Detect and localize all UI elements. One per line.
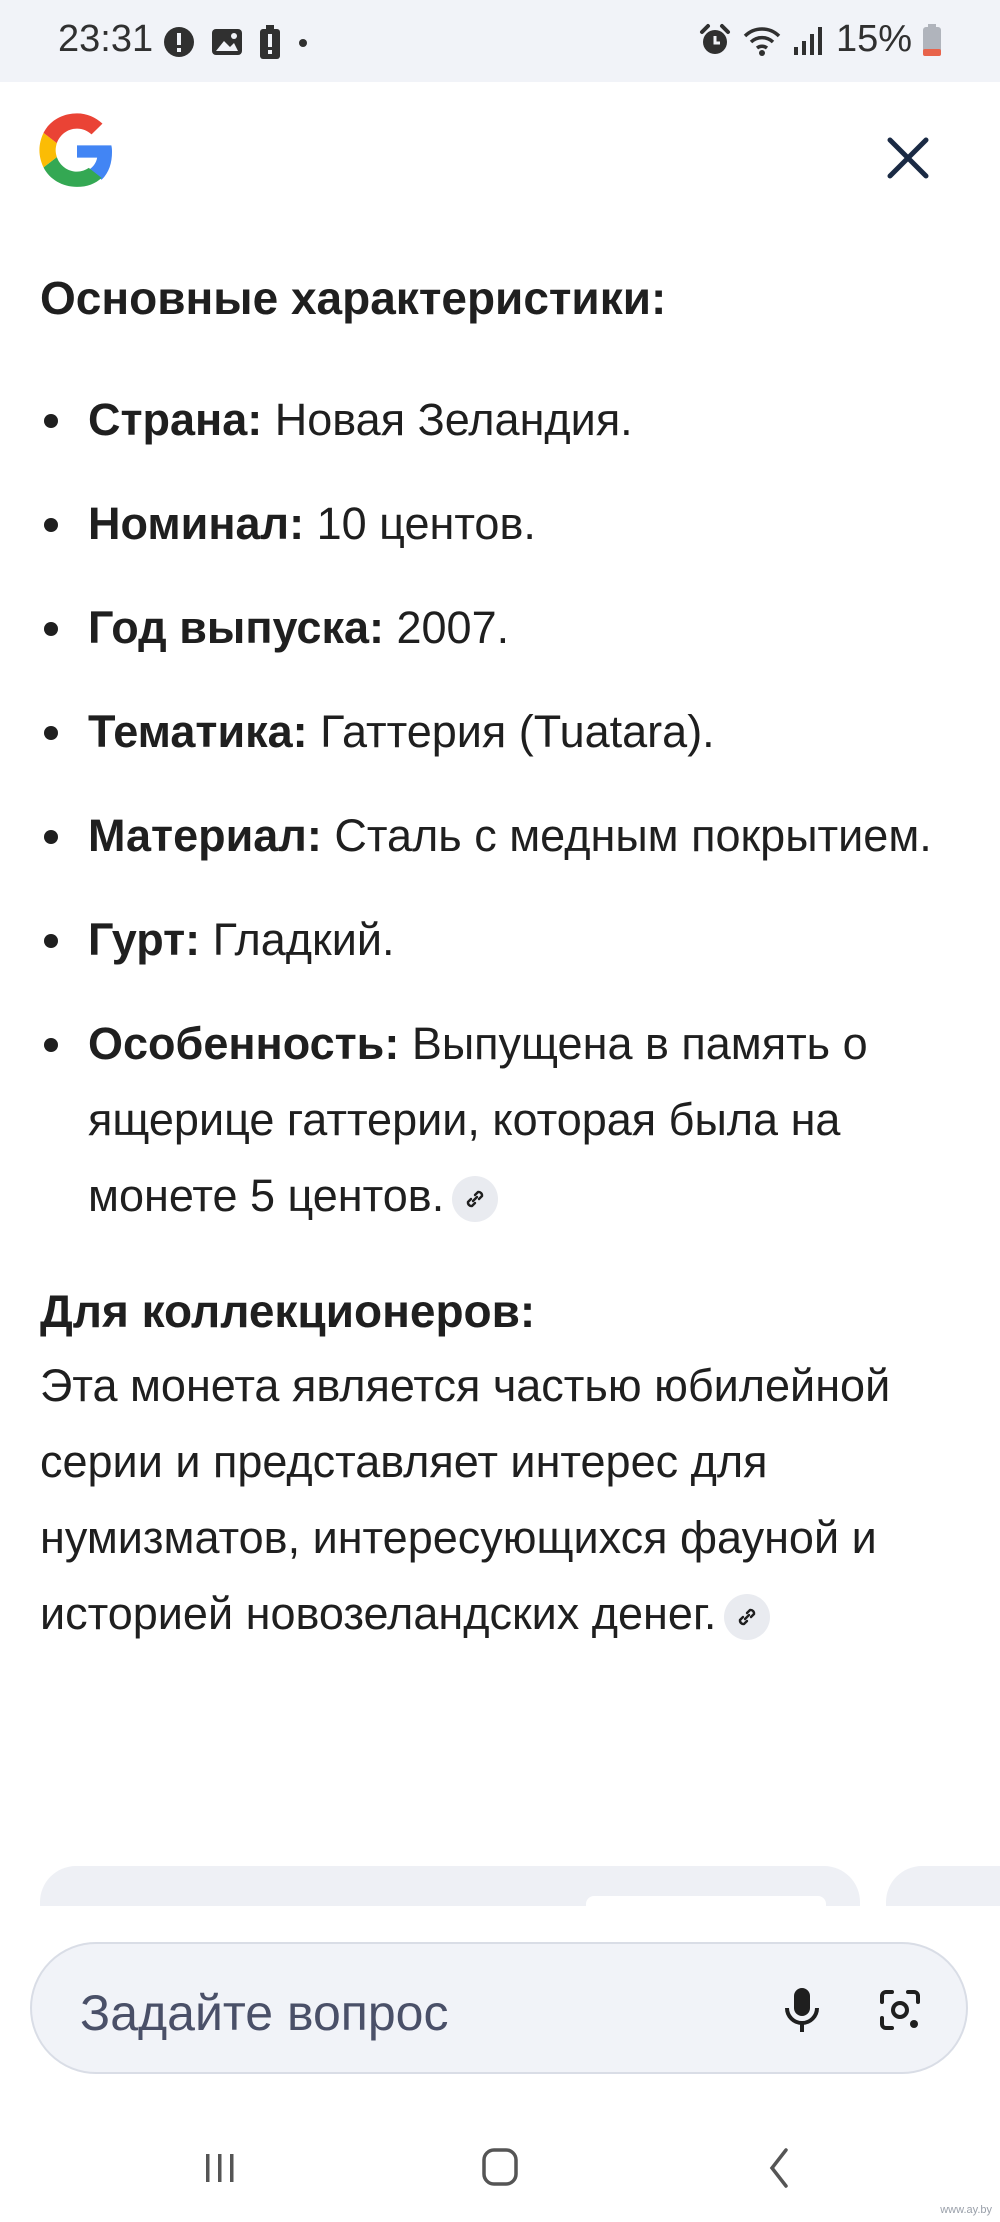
fact-value: 10 центов. [304,498,536,549]
mic-icon[interactable] [770,1978,834,2042]
ask-placeholder: Задайте вопрос [80,1985,449,2041]
section-heading: Основные характеристики: [40,272,667,324]
list-item [40,382,960,458]
source-card[interactable] [886,1866,1000,1906]
fact-label: Особенность: [88,1018,400,1069]
list-item [40,798,960,874]
collectors-text: Эта монета является частью юбилейной серии и представляет интерес для нумизматов, интересующихся фауной и историей новозеландских денег. [40,1360,891,1639]
link-icon [462,1186,488,1212]
google-g-logo [36,110,118,192]
status-left-icons [162,24,310,60]
battery-alert-icon [258,24,282,60]
collectors-section [40,1274,960,1652]
list-item [40,486,960,562]
fact-value: Гладкий. [200,914,395,965]
alarm-icon [698,23,732,57]
status-bar [0,0,1000,82]
fact-value: 2007. [383,602,510,653]
fact-label: Тематика: [88,706,308,757]
list-item [40,694,960,770]
battery-icon [922,23,942,57]
alert-icon [162,25,196,59]
link-icon [734,1604,760,1630]
watermark: www.ay.by [940,2204,992,2216]
system-nav-bar [0,2110,1000,2222]
source-link-button[interactable] [452,1176,498,1222]
signal-icon [792,23,826,57]
battery-percent: 15% [835,18,912,60]
fact-label: Страна: [88,394,263,445]
fact-label: Материал: [88,810,322,861]
recents-icon[interactable] [188,2140,252,2196]
home-icon[interactable] [468,2140,532,2196]
source-card-image [586,1896,826,1906]
close-icon[interactable] [880,130,936,186]
lens-icon[interactable] [868,1978,932,2042]
ask-input[interactable] [30,1942,968,2074]
facts-list [40,382,960,1234]
fact-value: Новая Зеландия. [262,394,633,445]
fact-value: Гаттерия (Tuatara). [307,706,715,757]
answer-content [40,260,960,1652]
collectors-heading: Для коллекционеров: [40,1285,536,1337]
status-right-icons [698,18,942,61]
fact-value: Сталь с медным покрытием. [321,810,932,861]
status-time: 23:31 [58,18,154,60]
back-icon[interactable] [748,2140,812,2196]
fact-label: Номинал: [88,498,305,549]
fact-label: Гурт: [88,914,201,965]
wifi-icon [742,23,782,57]
collectors-paragraph [40,1348,960,1652]
fact-value: Выпущена в память о ящерице гаттерии, которая была на монете 5 центов. [88,1018,868,1221]
source-link-button[interactable] [724,1594,770,1640]
list-item [40,1006,960,1234]
image-icon [210,25,244,59]
list-item [40,590,960,666]
fact-label: Год выпуска: [88,602,384,653]
dot-icon [296,25,310,59]
list-item [40,902,960,978]
